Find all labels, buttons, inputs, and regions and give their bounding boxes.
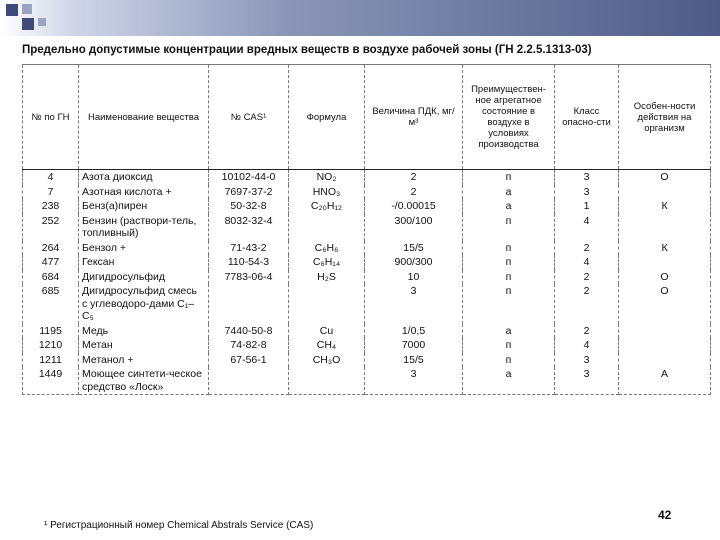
cell-pdk: 3	[365, 284, 463, 324]
cell-cas: 110-54-3	[209, 255, 289, 270]
cell-feature	[619, 353, 711, 368]
cell-cas: 71-43-2	[209, 241, 289, 256]
cell-feature	[619, 324, 711, 339]
col-header-formula: Формула	[289, 65, 365, 170]
cell-formula	[289, 367, 365, 395]
cell-name: Азота диоксид	[79, 170, 209, 185]
cell-feature: А	[619, 367, 711, 395]
cell-no: 684	[23, 270, 79, 285]
cell-class: 3	[555, 170, 619, 185]
cell-name: Метан	[79, 338, 209, 353]
cell-state: п	[463, 170, 555, 185]
cell-formula	[289, 284, 365, 324]
col-header-class: Класс опасно-сти	[555, 65, 619, 170]
cell-name: Бензол +	[79, 241, 209, 256]
cell-name: Бенз(а)пирен	[79, 199, 209, 214]
cell-pdk: 900/300	[365, 255, 463, 270]
cell-name: Моющее синтети-ческое средство «Лоск»	[79, 367, 209, 395]
table-row	[23, 199, 711, 214]
cell-pdk: -/0.00015	[365, 199, 463, 214]
footnote: ¹ Регистрационный номер Chemical Abstrals Service (CAS)	[44, 520, 314, 531]
table-row	[23, 241, 711, 256]
cell-formula	[289, 214, 365, 241]
cell-class: 3	[555, 353, 619, 368]
col-header-no: № по ГН	[23, 65, 79, 170]
cell-formula: C₆H₁₄	[289, 255, 365, 270]
cell-class: 1	[555, 199, 619, 214]
cell-formula: C₂₀H₁₂	[289, 199, 365, 214]
cell-formula: Cu	[289, 324, 365, 339]
document-title: Предельно допустимые концентрации вредных веществ в воздухе рабочей зоны (ГН 2.2.5.1313-03)	[22, 44, 592, 56]
page-number: 42	[658, 508, 672, 522]
cell-cas: 7697-37-2	[209, 185, 289, 200]
cell-state: п	[463, 353, 555, 368]
cell-feature	[619, 255, 711, 270]
cell-no: 264	[23, 241, 79, 256]
cell-cas: 74-82-8	[209, 338, 289, 353]
cell-formula: HNO₃	[289, 185, 365, 200]
table-row	[23, 255, 711, 270]
cell-formula: C₆H₆	[289, 241, 365, 256]
cell-pdk: 2	[365, 170, 463, 185]
cell-no: 477	[23, 255, 79, 270]
cell-pdk: 2	[365, 185, 463, 200]
cell-no: 4	[23, 170, 79, 185]
cell-name: Медь	[79, 324, 209, 339]
square-decor	[22, 4, 32, 14]
cell-formula: NO₂	[289, 170, 365, 185]
cell-cas: 10102-44-0	[209, 170, 289, 185]
cell-name: Бензин (раствори-тель, топливный)	[79, 214, 209, 241]
cell-cas	[209, 284, 289, 324]
col-header-cas: № CAS¹	[209, 65, 289, 170]
col-header-pdk: Величина ПДК, мг/м³	[365, 65, 463, 170]
table-row	[23, 324, 711, 339]
table-row	[23, 284, 711, 324]
cell-state: а	[463, 324, 555, 339]
table-row	[23, 338, 711, 353]
cell-class: 4	[555, 338, 619, 353]
cell-class: 4	[555, 214, 619, 241]
cell-no: 252	[23, 214, 79, 241]
cell-formula: H₂S	[289, 270, 365, 285]
header-gradient-band	[0, 0, 720, 36]
cell-pdk: 300/100	[365, 214, 463, 241]
square-decor	[38, 18, 46, 26]
cell-state: а	[463, 199, 555, 214]
cell-feature: К	[619, 241, 711, 256]
cell-no: 238	[23, 199, 79, 214]
cell-feature	[619, 338, 711, 353]
cell-pdk: 7000	[365, 338, 463, 353]
cell-no: 7	[23, 185, 79, 200]
cell-name: Дигидросульфид смесь с углеводоро-дами C₁–C₅	[79, 284, 209, 324]
cell-name: Метанол +	[79, 353, 209, 368]
cell-feature: К	[619, 199, 711, 214]
cell-cas: 8032-32-4	[209, 214, 289, 241]
cell-class: 2	[555, 324, 619, 339]
cell-no: 1449	[23, 367, 79, 395]
square-decor	[6, 4, 18, 16]
cell-state: п	[463, 255, 555, 270]
cell-feature	[619, 214, 711, 241]
cell-name: Азотная кислота +	[79, 185, 209, 200]
table-header-row	[23, 65, 711, 170]
table-row	[23, 170, 711, 185]
cell-feature: О	[619, 284, 711, 324]
cell-pdk: 15/5	[365, 353, 463, 368]
table-row	[23, 214, 711, 241]
cell-pdk: 10	[365, 270, 463, 285]
table-row	[23, 367, 711, 395]
cell-pdk: 1/0,5	[365, 324, 463, 339]
cell-class: 4	[555, 255, 619, 270]
cell-class: 2	[555, 241, 619, 256]
cell-state: а	[463, 185, 555, 200]
cell-feature: О	[619, 170, 711, 185]
cell-no: 685	[23, 284, 79, 324]
cell-name: Гексан	[79, 255, 209, 270]
cell-class: 2	[555, 284, 619, 324]
cell-formula: CH₄	[289, 338, 365, 353]
col-header-state: Преимуществен-ное агрегатное состояние в воздухе в условиях производства	[463, 65, 555, 170]
table-row	[23, 270, 711, 285]
cell-cas: 67-56-1	[209, 353, 289, 368]
cell-no: 1211	[23, 353, 79, 368]
cell-cas: 50-32-8	[209, 199, 289, 214]
cell-pdk: 15/5	[365, 241, 463, 256]
cell-state: п	[463, 338, 555, 353]
cell-cas: 7783-06-4	[209, 270, 289, 285]
cell-state: п	[463, 241, 555, 256]
table-row	[23, 185, 711, 200]
cell-state: а	[463, 367, 555, 395]
cell-no: 1195	[23, 324, 79, 339]
cell-no: 1210	[23, 338, 79, 353]
cell-cas: 7440-50-8	[209, 324, 289, 339]
cell-formula: CH₃O	[289, 353, 365, 368]
cell-class: 3	[555, 185, 619, 200]
square-decor	[22, 18, 34, 30]
table-row	[23, 353, 711, 368]
cell-cas	[209, 367, 289, 395]
col-header-name: Наименование вещества	[79, 65, 209, 170]
col-header-feature: Особен-ности действия на организм	[619, 65, 711, 170]
cell-state: п	[463, 214, 555, 241]
pdk-table	[22, 64, 711, 395]
cell-feature	[619, 185, 711, 200]
cell-feature: О	[619, 270, 711, 285]
cell-class: 3	[555, 367, 619, 395]
cell-class: 2	[555, 270, 619, 285]
cell-state: п	[463, 284, 555, 324]
decorative-squares	[0, 0, 60, 36]
cell-name: Дигидросульфид	[79, 270, 209, 285]
cell-pdk: 3	[365, 367, 463, 395]
cell-state: п	[463, 270, 555, 285]
